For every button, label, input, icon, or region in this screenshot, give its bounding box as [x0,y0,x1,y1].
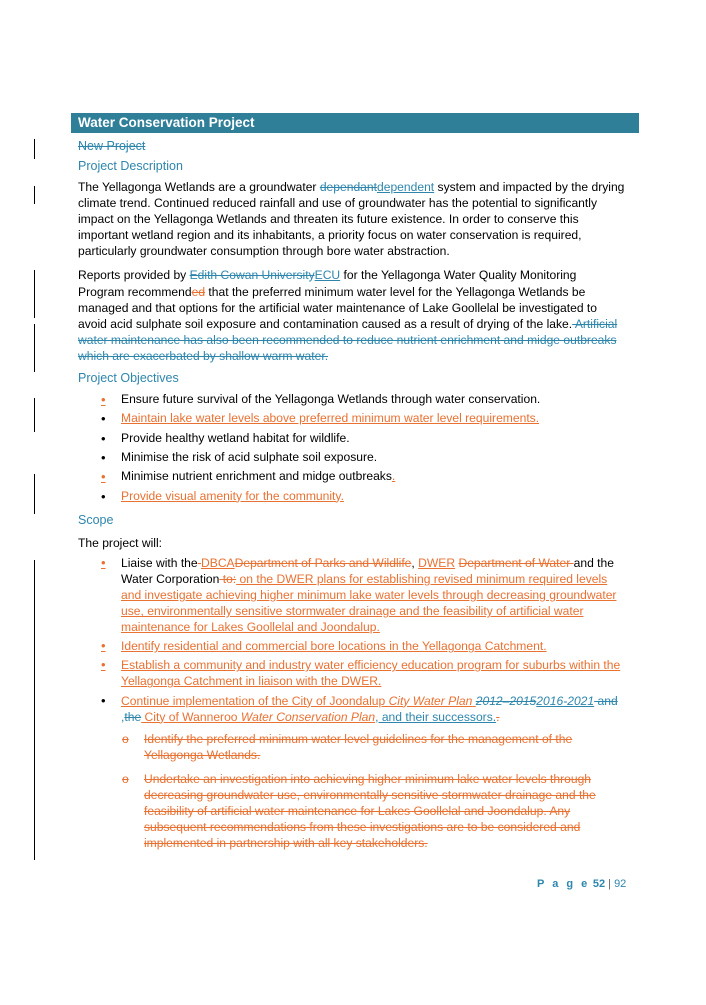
list-item: • Minimise the risk of acid sulphate soil exposure. [78,448,626,467]
scope-heading: Scope [78,512,114,527]
change-bar [34,270,35,318]
bullet-icon [101,409,117,429]
list-item: • Minimise nutrient enrichment and midge outbreaks. [78,467,626,486]
bullet-icon [101,467,117,487]
bullet-icon [101,555,117,571]
list-item: • Establish a community and industry water efficiency education program for suburbs within the Yellagonga Catchment in liaison with the DWER. [78,657,626,689]
change-bar [34,398,35,432]
bullet-icon [101,448,117,468]
bullet-icon [101,657,117,673]
section-banner [71,113,639,133]
bullet-icon [101,638,117,654]
list-item: • Maintain lake water levels above preferred minimum water level requirements. [78,409,626,428]
list-item: o Undertake an investigation into achieving higher minimum lake water levels through decreasing groundwater use, environmentally sensitive stormwater drainage and the feasibility of artificial water maintenance for Lakes Goollelal and Joondalup. Any subsequent recommendations from these investigations are to be considered and implemented in partnership with all key stakeholders. [122,771,596,851]
bullet-icon [101,693,117,709]
objectives-list [78,390,626,506]
bullet-icon [101,429,117,449]
bullet-icon [101,390,117,410]
page-footer [537,878,626,890]
list-item: • Provide visual amenity for the community. [78,487,626,506]
change-bar [34,474,35,514]
banner-title: Water Conservation Project [78,115,255,130]
page-number: 52 [592,878,606,890]
circle-bullet-icon: o [122,731,129,746]
project-description-heading: Project Description [78,159,183,173]
change-bar [34,186,35,204]
page-separator: | [608,878,611,890]
list-item: • Ensure future survival of the Yellagonga Wetlands through water conservation. [78,390,626,409]
project-objectives-heading: Project Objectives [78,371,179,386]
list-item: • Identify residential and commercial bore locations in the Yellagonga Catchment. [78,638,626,654]
description-paragraph-1: The Yellagonga Wetlands are a groundwater dependantdependent system and impacted by the drying climate trend. Continued reduced rainfall and use of groundwater has the potential to significantly impact on the Yellagonga Wetlands and threaten its future existence. In order to conserve this important wetland region and its inhabitants, a priority focus on water conservation is required, particularly groundwater consumption through bore water abstraction. [78,180,625,259]
circle-bullet-icon: o [122,771,129,786]
page-total: 92 [614,878,627,890]
new-project-heading: New Project [78,139,146,153]
scope-list [78,555,626,852]
list-item: • Continue implementation of the City of Joondalup City Water Plan 2012–20152016-2021 and ,the City of Wanneroo Water Conservation Plan, and their successors.. [78,693,626,725]
change-bar [34,139,35,159]
scope-intro: The project will: [78,535,163,550]
description-paragraph-2: Reports provided by Edith Cowan UniversityECU for the Yellagonga Water Quality Monitoring Program recommended that the preferred minimum water level for the Yellagonga Wetlands be managed and that options for the artificial water maintenance of Lake Goollelal be investigated to avoid acid sulphate soil exposure and contamination caused as a result of drying of the lake. Artificial water maintenance has also been recommended to reduce nutrient enrichment and midge outbreaks which are exacerbated by shallow warm water. [78,268,618,363]
change-bar [34,560,35,860]
bullet-icon [101,487,117,507]
change-bar [34,324,35,372]
document-body [78,138,626,851]
list-item: • Provide healthy wetland habitat for wildlife. [78,429,626,448]
page-label: P a g e [537,878,590,890]
list-item: • Liaise with the DBCADepartment of Parks and Wildlife, DWER Department of Water and the Water Corporation to: on the DWER plans for establishing revised minimum required levels and investigate achieving higher minimum lake water levels through decreasing groundwater use, environmentally sensitive stormwater drainage and the feasibility of artificial water maintenance for Lakes Goollelal and Joondalup. [78,555,626,635]
list-item: o Identify the preferred minimum water level guidelines for the management of the Yellagonga Wetlands. [122,731,573,762]
